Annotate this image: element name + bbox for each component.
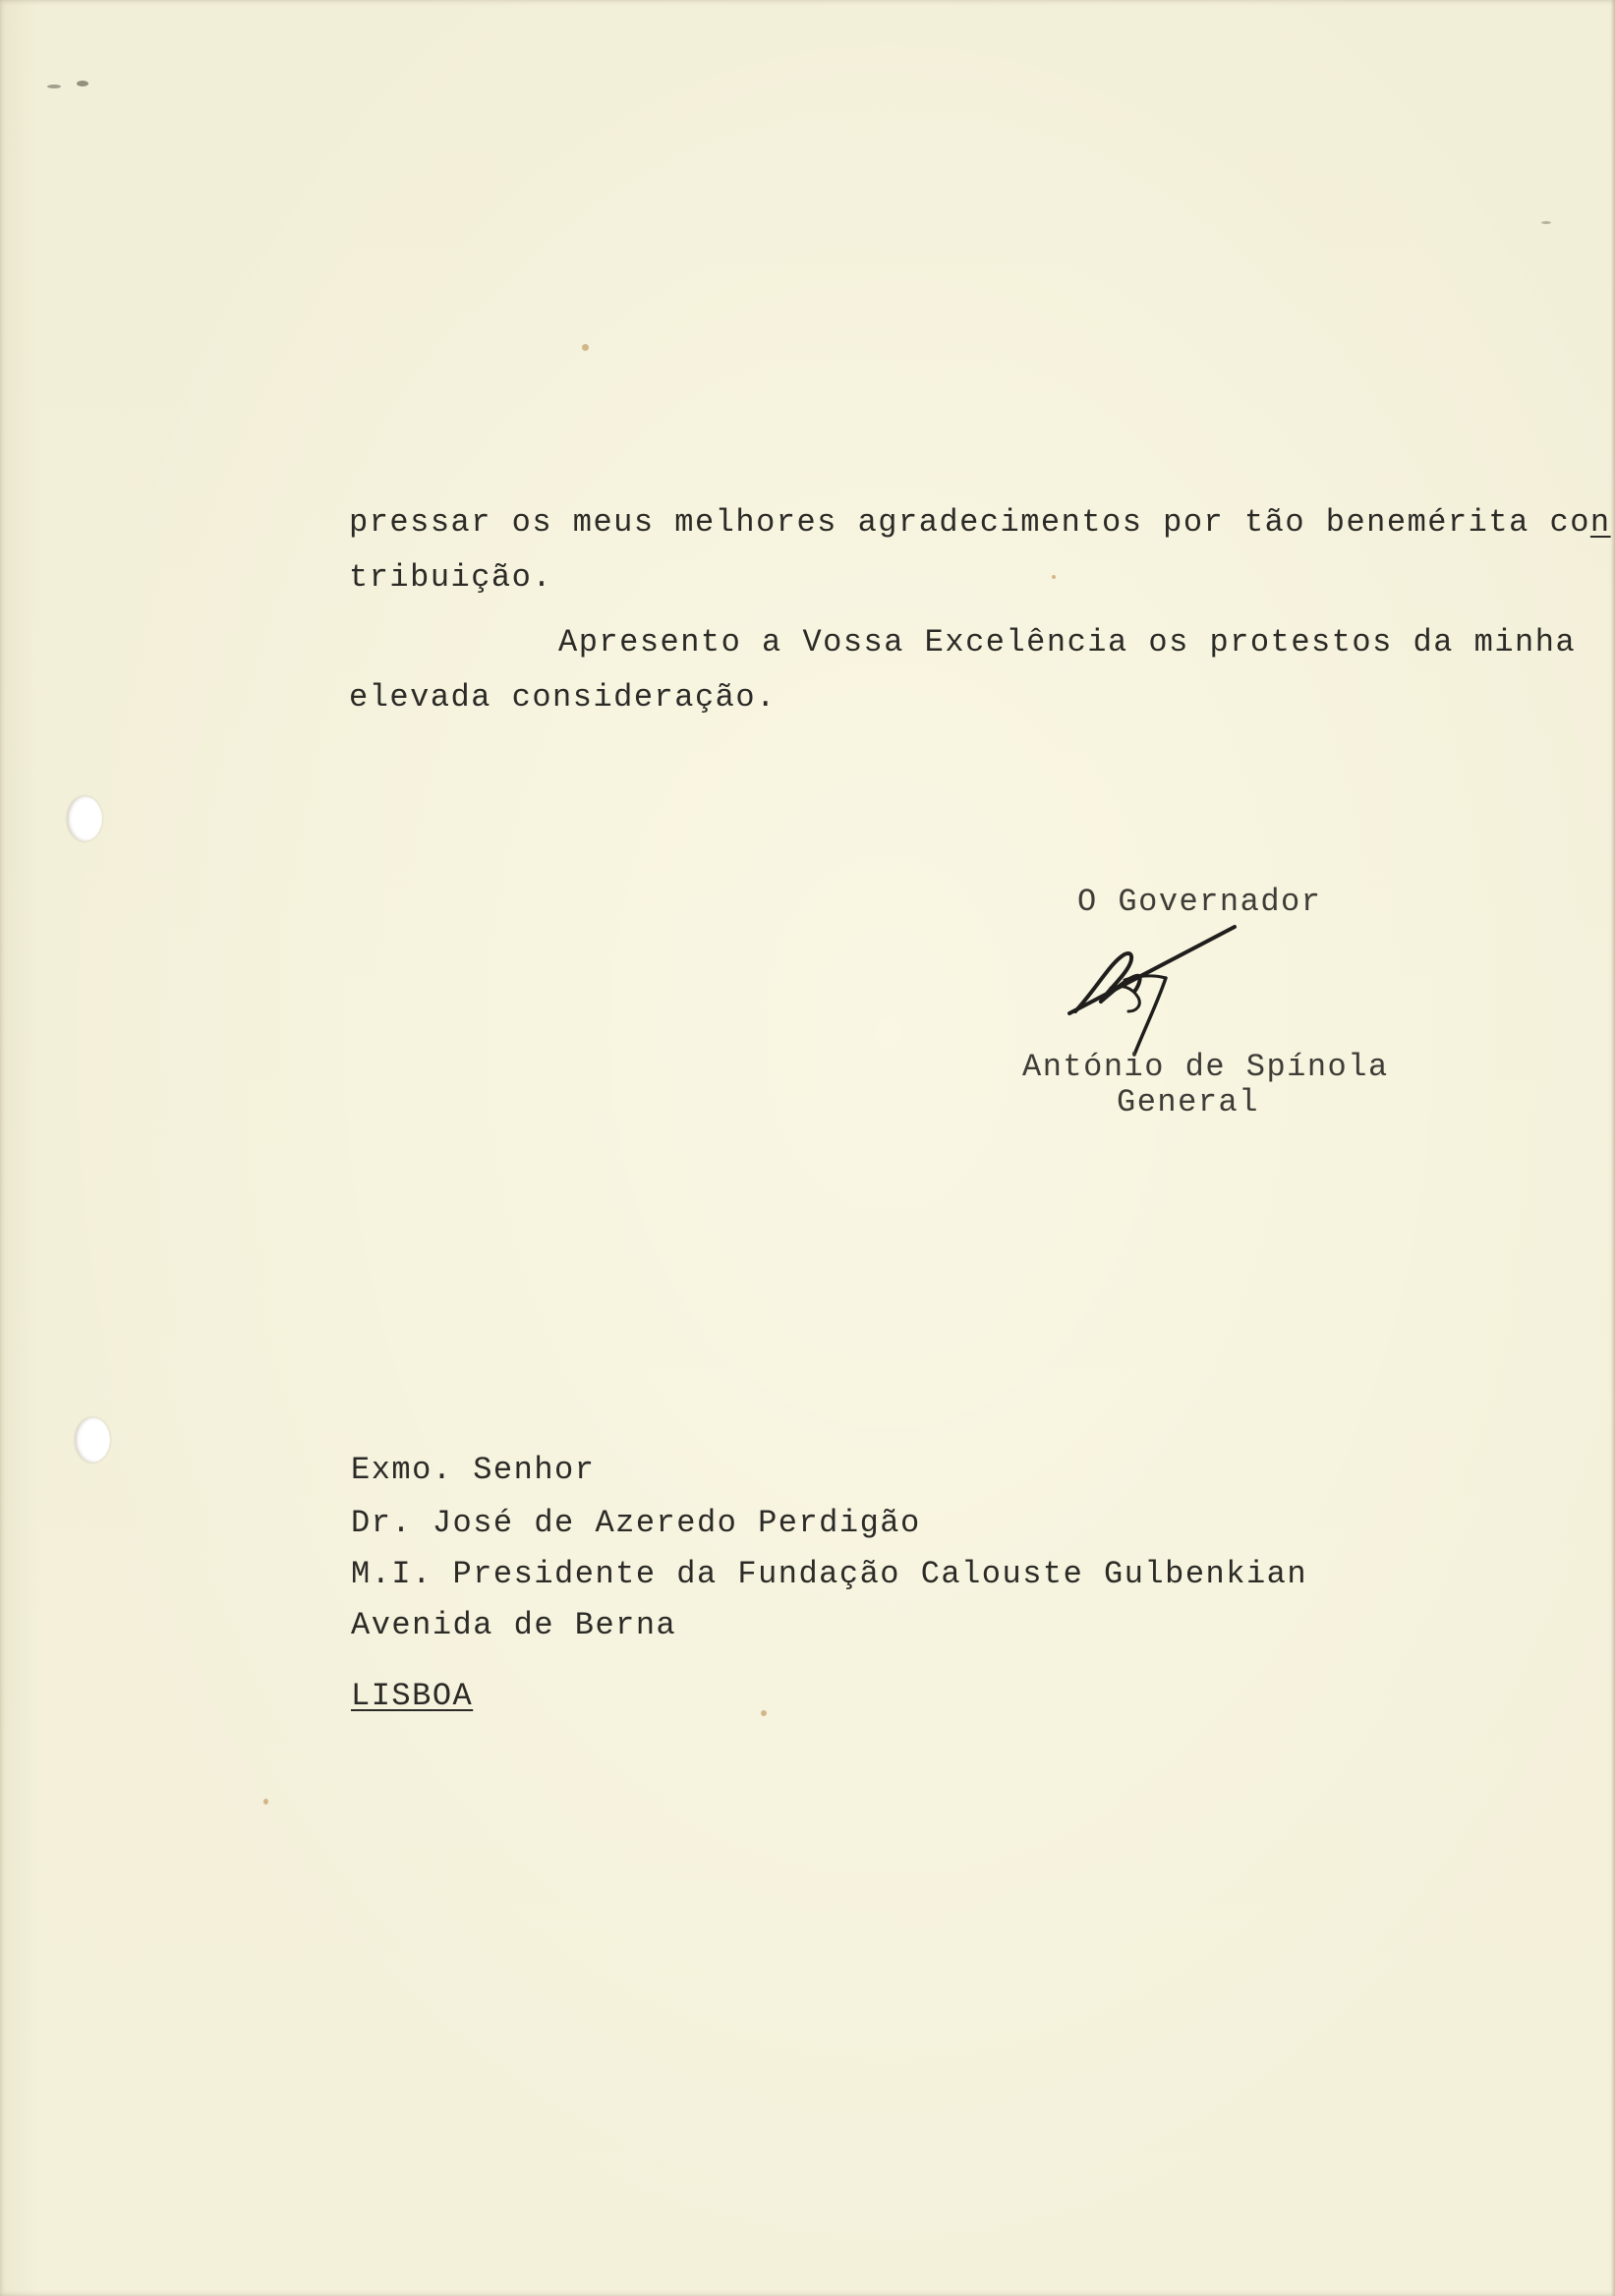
recipient-name: Dr. José de Azeredo Perdigão (351, 1505, 921, 1541)
closing-line-1: Apresento a Vossa Excelência os protestos da minha (558, 624, 1577, 660)
punch-hole-upper (67, 796, 102, 841)
closing-line-2: elevada consideração. (349, 679, 777, 716)
recipient-address: Avenida de Berna (351, 1607, 677, 1643)
letter-body-line-2: tribuição. (349, 559, 553, 596)
signer-name: António de Spínola (1022, 1049, 1389, 1085)
paper-speck (1052, 575, 1056, 579)
signer-title: O Governador (1077, 884, 1322, 920)
handwritten-signature (1067, 919, 1254, 1066)
letter-body-line-1-text: pressar os meus melhores agradecimentos por tão benemérita co (349, 504, 1590, 541)
paper-speck (1541, 221, 1551, 224)
letter-body-line-1 (349, 504, 1611, 541)
paper-speck (761, 1710, 767, 1716)
paper-speck (582, 344, 589, 351)
letter-body-line-1-end: n (1589, 504, 1611, 541)
paper-speck (77, 81, 88, 86)
recipient-salutation: Exmo. Senhor (351, 1452, 596, 1488)
punch-hole-lower (75, 1417, 110, 1463)
recipient-city: LISBOA (351, 1678, 474, 1714)
paper-speck (47, 85, 61, 88)
signer-rank: General (1117, 1084, 1259, 1120)
paper-speck (263, 1799, 268, 1805)
recipient-position: M.I. Presidente da Fundação Calouste Gulbenkian (351, 1556, 1308, 1592)
paper-edge (1611, 0, 1615, 2296)
